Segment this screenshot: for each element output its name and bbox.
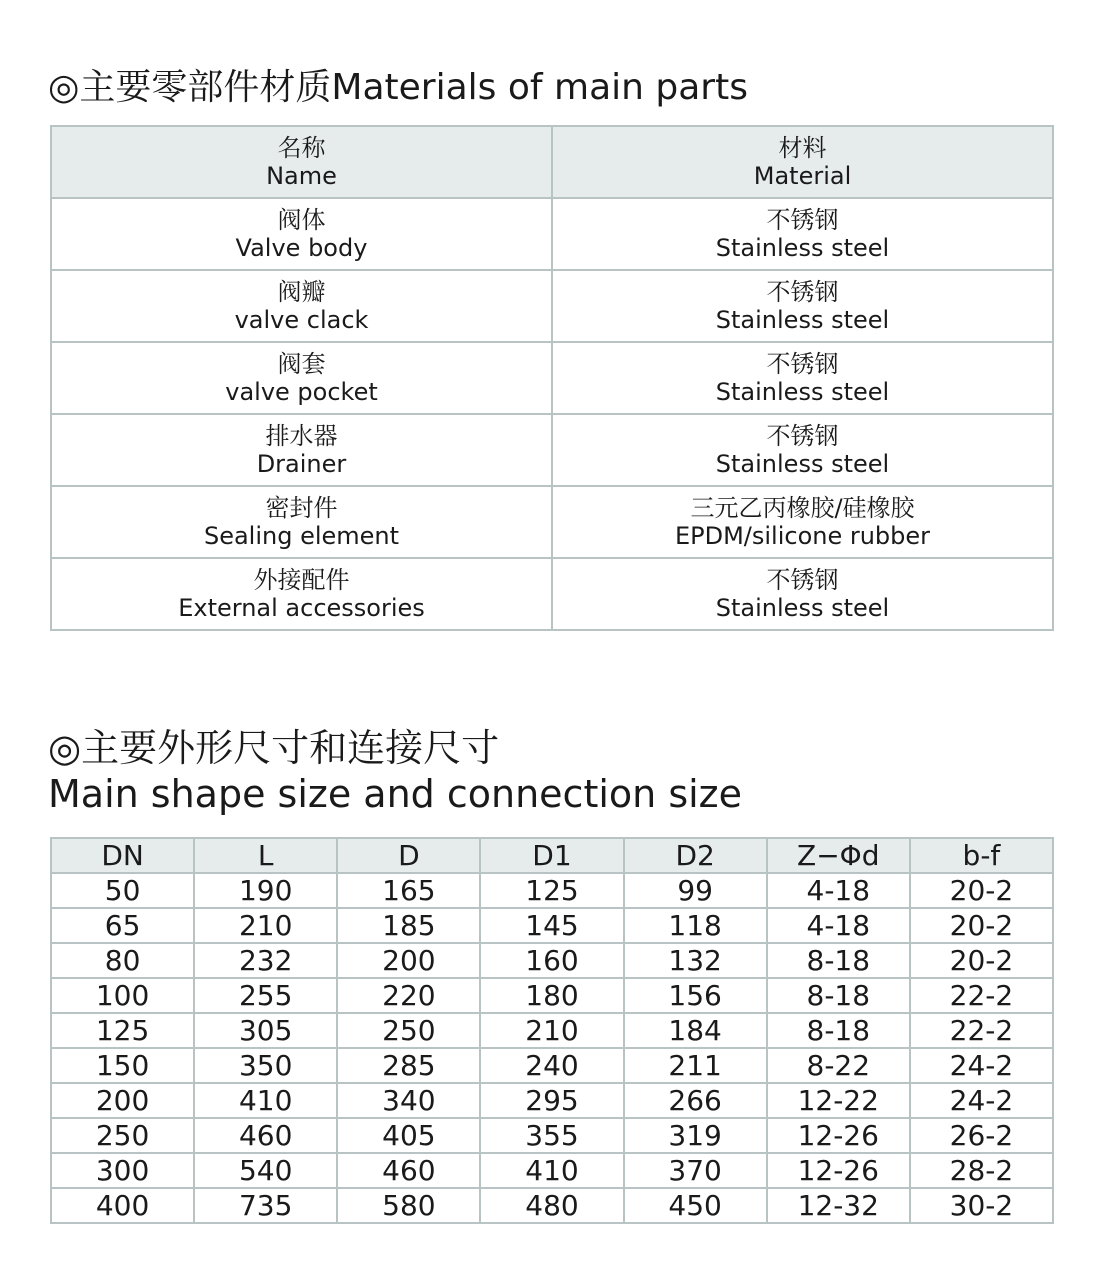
dimensions-cell: 160 bbox=[480, 943, 623, 978]
dimensions-cell: 12-22 bbox=[767, 1083, 910, 1118]
header-name-zh: 名称 bbox=[277, 134, 326, 162]
dimensions-row bbox=[51, 873, 1053, 908]
name-en: Drainer bbox=[256, 450, 347, 478]
materials-row bbox=[51, 486, 1053, 558]
header-material-zh: 材料 bbox=[778, 134, 827, 162]
name-zh: 阀瓣 bbox=[277, 278, 326, 306]
dimensions-cell: 250 bbox=[51, 1118, 194, 1153]
dimensions-cell: 410 bbox=[194, 1083, 337, 1118]
dimensions-cell: 240 bbox=[480, 1048, 623, 1083]
material-en: Stainless steel bbox=[715, 594, 890, 622]
materials-title: ◎主要零部件材质Materials of main parts bbox=[48, 67, 748, 108]
materials-row bbox=[51, 198, 1053, 270]
dimensions-cell: 200 bbox=[337, 943, 480, 978]
material-zh: 不锈钢 bbox=[766, 566, 839, 594]
dimensions-cell: 150 bbox=[51, 1048, 194, 1083]
dimensions-cell: 200 bbox=[51, 1083, 194, 1118]
dimensions-header-cell: L bbox=[194, 838, 337, 873]
dimensions-cell: 211 bbox=[624, 1048, 767, 1083]
dimensions-cell: 184 bbox=[624, 1013, 767, 1048]
dimensions-cell: 4-18 bbox=[767, 873, 910, 908]
dimensions-cell: 735 bbox=[194, 1188, 337, 1223]
materials-row bbox=[51, 342, 1053, 414]
dimensions-cell: 99 bbox=[624, 873, 767, 908]
dimensions-cell: 80 bbox=[51, 943, 194, 978]
name-en: Valve body bbox=[235, 234, 368, 262]
dimensions-cell: 20-2 bbox=[910, 908, 1053, 943]
dimensions-cell: 30-2 bbox=[910, 1188, 1053, 1223]
name-zh: 排水器 bbox=[265, 422, 338, 450]
material-zh: 不锈钢 bbox=[766, 206, 839, 234]
name-cell bbox=[51, 270, 552, 342]
name-en: Sealing element bbox=[203, 522, 400, 550]
material-zh: 不锈钢 bbox=[766, 350, 839, 378]
name-cell bbox=[51, 198, 552, 270]
dimensions-cell: 250 bbox=[337, 1013, 480, 1048]
dimensions-cell: 8-22 bbox=[767, 1048, 910, 1083]
dimensions-cell: 12-32 bbox=[767, 1188, 910, 1223]
material-cell bbox=[552, 558, 1053, 630]
dimensions-cell: 460 bbox=[337, 1153, 480, 1188]
materials-row bbox=[51, 270, 1053, 342]
dimensions-cell: 118 bbox=[624, 908, 767, 943]
dimensions-title-en: Main shape size and connection size bbox=[48, 772, 743, 816]
dimensions-cell: 8-18 bbox=[767, 978, 910, 1013]
dimensions-cell: 210 bbox=[194, 908, 337, 943]
dimensions-header-cell: Z−Φd bbox=[767, 838, 910, 873]
dimensions-row bbox=[51, 943, 1053, 978]
name-en: External accessories bbox=[178, 594, 425, 622]
dimensions-cell: 400 bbox=[51, 1188, 194, 1223]
dimensions-cell: 165 bbox=[337, 873, 480, 908]
materials-header-row bbox=[51, 126, 1053, 198]
dimensions-cell: 24-2 bbox=[910, 1083, 1053, 1118]
dimensions-cell: 355 bbox=[480, 1118, 623, 1153]
header-material-cell bbox=[552, 126, 1053, 198]
dimensions-cell: 190 bbox=[194, 873, 337, 908]
header-material-en: Material bbox=[753, 162, 852, 190]
dimensions-cell: 350 bbox=[194, 1048, 337, 1083]
dimensions-cell: 22-2 bbox=[910, 1013, 1053, 1048]
dimensions-header-cell: D bbox=[337, 838, 480, 873]
dimensions-cell: 8-18 bbox=[767, 1013, 910, 1048]
dimensions-row bbox=[51, 1013, 1053, 1048]
dimensions-cell: 232 bbox=[194, 943, 337, 978]
dimensions-cell: 65 bbox=[51, 908, 194, 943]
material-en: Stainless steel bbox=[715, 378, 890, 406]
dimensions-cell: 100 bbox=[51, 978, 194, 1013]
dimensions-cell: 125 bbox=[480, 873, 623, 908]
material-cell bbox=[552, 270, 1053, 342]
dimensions-cell: 132 bbox=[624, 943, 767, 978]
dimensions-header-cell: b-f bbox=[910, 838, 1053, 873]
material-cell bbox=[552, 414, 1053, 486]
dimensions-cell: 185 bbox=[337, 908, 480, 943]
dimensions-cell: 20-2 bbox=[910, 943, 1053, 978]
dimensions-cell: 8-18 bbox=[767, 943, 910, 978]
dimensions-row bbox=[51, 978, 1053, 1013]
dimensions-cell: 580 bbox=[337, 1188, 480, 1223]
name-en: valve pocket bbox=[225, 378, 378, 406]
dimensions-cell: 540 bbox=[194, 1153, 337, 1188]
dimensions-header-cell: D2 bbox=[624, 838, 767, 873]
dimensions-cell: 145 bbox=[480, 908, 623, 943]
material-cell bbox=[552, 486, 1053, 558]
dimensions-cell: 450 bbox=[624, 1188, 767, 1223]
dimensions-header-cell: DN bbox=[51, 838, 194, 873]
dimensions-cell: 26-2 bbox=[910, 1118, 1053, 1153]
dimensions-row bbox=[51, 1153, 1053, 1188]
dimensions-row bbox=[51, 1188, 1053, 1223]
dimensions-header-row bbox=[51, 838, 1053, 873]
dimensions-cell: 220 bbox=[337, 978, 480, 1013]
materials-row bbox=[51, 558, 1053, 630]
dimensions-cell: 405 bbox=[337, 1118, 480, 1153]
name-zh: 阀体 bbox=[277, 206, 326, 234]
dimensions-cell: 266 bbox=[624, 1083, 767, 1118]
dimensions-cell: 12-26 bbox=[767, 1118, 910, 1153]
dimensions-cell: 24-2 bbox=[910, 1048, 1053, 1083]
dimensions-title-zh: ◎主要外形尺寸和连接尺寸 bbox=[48, 726, 500, 770]
dimensions-cell: 22-2 bbox=[910, 978, 1053, 1013]
name-cell bbox=[51, 342, 552, 414]
dimensions-cell: 340 bbox=[337, 1083, 480, 1118]
name-cell bbox=[51, 486, 552, 558]
dimensions-cell: 285 bbox=[337, 1048, 480, 1083]
material-en: Stainless steel bbox=[715, 306, 890, 334]
material-zh: 不锈钢 bbox=[766, 278, 839, 306]
dimensions-cell: 28-2 bbox=[910, 1153, 1053, 1188]
dimensions-cell: 20-2 bbox=[910, 873, 1053, 908]
name-en: valve clack bbox=[234, 306, 369, 334]
name-cell bbox=[51, 558, 552, 630]
dimensions-cell: 156 bbox=[624, 978, 767, 1013]
material-cell bbox=[552, 198, 1053, 270]
dimensions-cell: 300 bbox=[51, 1153, 194, 1188]
header-name-cell bbox=[51, 126, 552, 198]
material-zh: 三元乙丙橡胶/硅橡胶 bbox=[690, 494, 915, 522]
name-zh: 外接配件 bbox=[253, 566, 350, 594]
name-zh: 阀套 bbox=[277, 350, 326, 378]
dimensions-cell: 180 bbox=[480, 978, 623, 1013]
dimensions-cell: 410 bbox=[480, 1153, 623, 1188]
dimensions-cell: 370 bbox=[624, 1153, 767, 1188]
name-cell bbox=[51, 414, 552, 486]
name-zh: 密封件 bbox=[265, 494, 338, 522]
dimensions-cell: 305 bbox=[194, 1013, 337, 1048]
header-name-en: Name bbox=[266, 162, 337, 190]
dimensions-cell: 210 bbox=[480, 1013, 623, 1048]
dimensions-table bbox=[50, 837, 1054, 1224]
dimensions-cell: 255 bbox=[194, 978, 337, 1013]
dimensions-cell: 12-26 bbox=[767, 1153, 910, 1188]
dimensions-cell: 4-18 bbox=[767, 908, 910, 943]
dimensions-row bbox=[51, 908, 1053, 943]
materials-row bbox=[51, 414, 1053, 486]
dimensions-row bbox=[51, 1083, 1053, 1118]
dimensions-cell: 460 bbox=[194, 1118, 337, 1153]
material-en: EPDM/silicone rubber bbox=[674, 522, 931, 550]
material-cell bbox=[552, 342, 1053, 414]
material-en: Stainless steel bbox=[715, 450, 890, 478]
materials-table bbox=[50, 125, 1054, 631]
dimensions-header-cell: D1 bbox=[480, 838, 623, 873]
dimensions-cell: 295 bbox=[480, 1083, 623, 1118]
dimensions-cell: 480 bbox=[480, 1188, 623, 1223]
material-en: Stainless steel bbox=[715, 234, 890, 262]
material-zh: 不锈钢 bbox=[766, 422, 839, 450]
dimensions-cell: 50 bbox=[51, 873, 194, 908]
dimensions-row bbox=[51, 1048, 1053, 1083]
dimensions-cell: 125 bbox=[51, 1013, 194, 1048]
dimensions-cell: 319 bbox=[624, 1118, 767, 1153]
dimensions-row bbox=[51, 1118, 1053, 1153]
